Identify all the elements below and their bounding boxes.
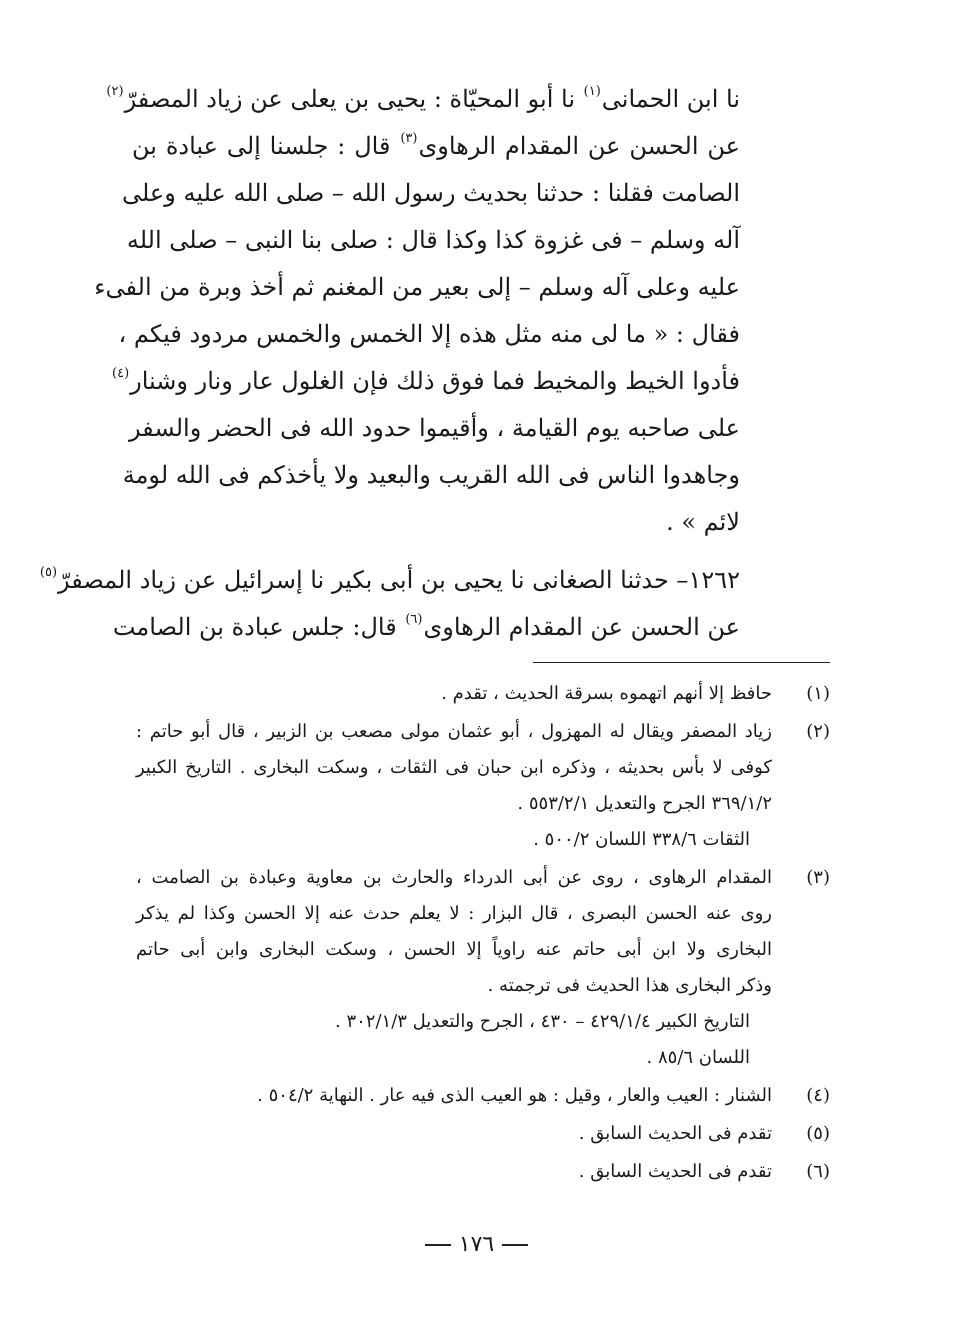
footnote-line: تقدم فى الحديث السابق . (578, 1161, 772, 1182)
page-number-footer (0, 1232, 953, 1257)
text-line: عن الحسن عن المقدام الرهاوى$^{(٣)}$ قال : جلسنا إلى عبادة بن (132, 131, 740, 160)
footnote-divider (533, 662, 830, 663)
footnote-marker: (٤) (112, 366, 130, 381)
footnote-line: زياد المصفر ويقال له المهزول ، أبو عثمان مولى مصعب بن الزبير ، قال أبو حاتم : (136, 721, 772, 742)
text-line: على صاحبه يوم القيامة ، وأقيموا حدود الله فى الحضر والسفر (128, 414, 740, 442)
footnote-line: تقدم فى الحديث السابق . (578, 1123, 772, 1144)
footnote-line: كوفى لا بأس بحديثه ، وذكره ابن حبان فى الثقات ، وسكت البخارى . التاريخ الكبير (136, 757, 772, 778)
text-line: لائم » . (666, 508, 740, 536)
footnote-number: (٤) (806, 1085, 830, 1106)
footnote-number: (٢) (806, 721, 830, 742)
footnote-line: البخارى ولا ابن أبى حاتم عنه راوياً إلا الحسن ، وسكت البخارى وابن أبى حاتم (136, 939, 772, 960)
main-text (39, 76, 740, 651)
footnote-line: ٣٦٩/١/٢ الجرح والتعديل ٥٥٣/٢/١ . (517, 793, 772, 814)
footnote-line: وذكر البخارى هذا الحديث فى ترجمته . (487, 975, 772, 996)
footnote-marker: (١) (583, 84, 601, 99)
footnote-number: (٣) (806, 867, 830, 888)
footnote-line: المقدام الرهاوى ، روى عن أبى الدرداء والحارث بن معاوية وعبادة بن الصامت ، (136, 867, 772, 888)
footnote-marker: (٣) (400, 131, 418, 146)
text-line: عليه وعلى آله وسلم – إلى بعير من المغنم ثم أخذ وبرة من الفىء (94, 273, 740, 301)
page-number-dash (502, 1244, 528, 1246)
text-line: عن الحسن عن المقدام الرهاوى$^{(٦)}$ قال: جلس عبادة بن الصامت (112, 612, 740, 641)
footnote (136, 1116, 830, 1152)
text-line: الصامت فقلنا : حدثنا بحديث رسول الله – صلى الله عليه وعلى (121, 179, 740, 207)
footnote-marker: (٥) (39, 565, 58, 580)
footnote-marker: (٢) (106, 84, 124, 99)
hadith-heading-line: ١٢٦٢– حدثنا الصغانى نا يحيى بن أبى بكير نا إسرائيل عن زياد المصفرّ$^{(٥)}$ (39, 565, 740, 594)
footnotes (136, 676, 830, 1192)
footnote-number: (٦) (806, 1161, 830, 1182)
footnote-number: (١) (806, 683, 830, 704)
footnote-line: التاريخ الكبير ٤٢٩/١/٤ – ٤٣٠ ، الجرح والتعديل ٣٠٢/١/٣ . (335, 1011, 750, 1032)
text-line: فقال : « ما لى منه مثل هذه إلا الخمس والخمس مردود فيكم ، (118, 320, 740, 348)
footnote-line: اللسان ٨٥/٦ . (646, 1047, 750, 1068)
footnote-line: الشنار : العيب والعار ، وقيل : هو العيب الذى فيه عار . النهاية ٥٠٤/٢ . (257, 1085, 772, 1106)
footnote-number: (٥) (806, 1123, 830, 1144)
footnote (136, 676, 830, 712)
footnote (136, 714, 830, 858)
text-line: فأدوا الخيط والمخيط فما فوق ذلك فإن الغلول عار ونار وشنار$^{(٤)}$ (112, 366, 740, 395)
footnote (136, 860, 830, 1076)
text-line: وجاهدوا الناس فى الله القريب والبعيد ولا يأخذكم فى الله لومة (122, 461, 740, 489)
footnote (136, 1078, 830, 1114)
page-number: ١٧٦ (458, 1232, 495, 1257)
footnote-line: روى عنه الحسن البصرى ، قال البزار : لا يعلم حدث عنه إلا الحسن وكذا لم يذكر (136, 903, 772, 924)
page-number-dash (425, 1244, 451, 1246)
text-line: آله وسلم – فى غزوة كذا وكذا قال : صلى بنا النبى – صلى الله (126, 226, 740, 254)
text-line: نا ابن الحمانى$^{(١)}$ نا أبو المحيّاة : يحيى بن يعلى عن زياد المصفرّ$^{(٢)}$ (106, 84, 740, 113)
footnote-line: حافظ إلا أنهم اتهموه بسرقة الحديث ، تقدم . (441, 683, 772, 704)
footnote-marker: (٦) (405, 612, 423, 627)
footnote-line: الثقات ٣٣٨/٦ اللسان ٥٠٠/٢ . (533, 829, 750, 850)
footnote (136, 1154, 830, 1190)
